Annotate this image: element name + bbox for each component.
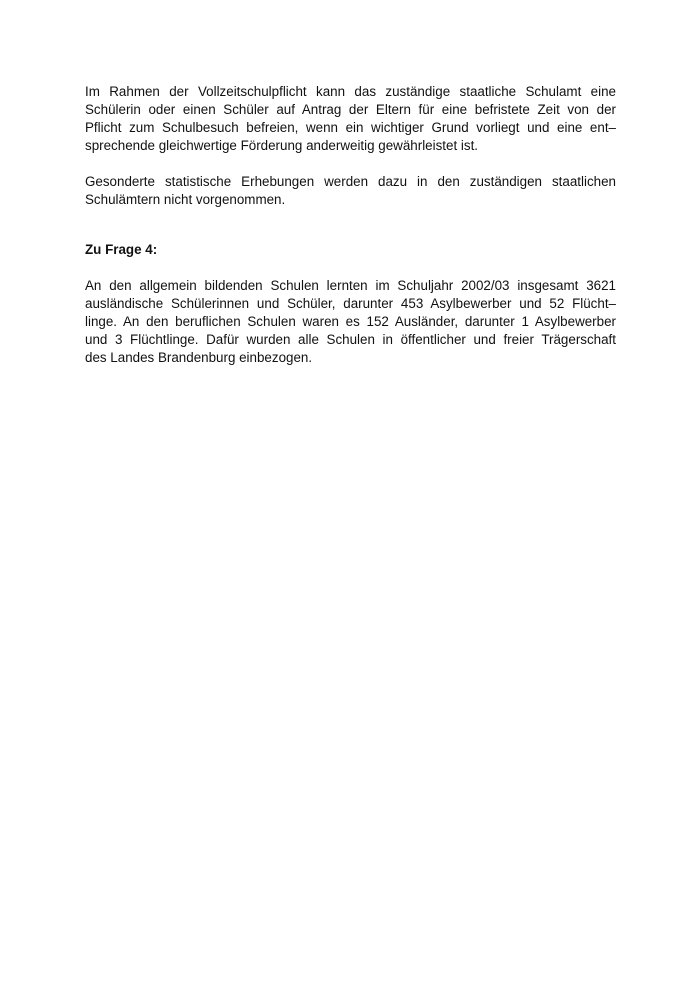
- text-line: Im Rahmen der Vollzeitschulpflicht kann das zuständige staatliche Schulamt eine: [85, 84, 616, 99]
- text-line: sprechende gleichwertige Förderung anderweitig gewährleistet ist.: [85, 138, 479, 153]
- text-line: des Landes Brandenburg einbezogen.: [85, 350, 313, 365]
- text-line: Schülerin oder einen Schüler auf Antrag der Eltern für eine befristete Zeit von der: [85, 102, 616, 117]
- text-line: linge. An den beruflichen Schulen waren es 152 Ausländer, darunter 1 Asylbewerber: [85, 314, 616, 329]
- text-line: Schulämtern nicht vorgenommen.: [85, 192, 286, 207]
- text-line: und 3 Flüchtlinge. Dafür wurden alle Schulen in öffentlicher und freier Trägerschaft: [85, 332, 616, 347]
- paragraph-schuelerzahlen: [85, 277, 616, 367]
- text-line: Pflicht zum Schulbesuch befreien, wenn ein wichtiger Grund vorliegt und eine ent–: [85, 120, 616, 135]
- text-line: ausländische Schülerinnen und Schüler, darunter 453 Asylbewerber und 52 Flücht–: [85, 296, 616, 311]
- document-body: [85, 83, 616, 367]
- section-heading: Zu Frage 4:: [85, 242, 158, 257]
- text-line: An den allgemein bildenden Schulen lernten im Schuljahr 2002/03 insgesamt 3621: [85, 278, 616, 293]
- text-line: Gesonderte statistische Erhebungen werden dazu in den zuständigen staatlichen: [85, 174, 616, 189]
- paragraph-schulpflicht: [85, 83, 616, 155]
- paragraph-erhebungen: [85, 173, 616, 209]
